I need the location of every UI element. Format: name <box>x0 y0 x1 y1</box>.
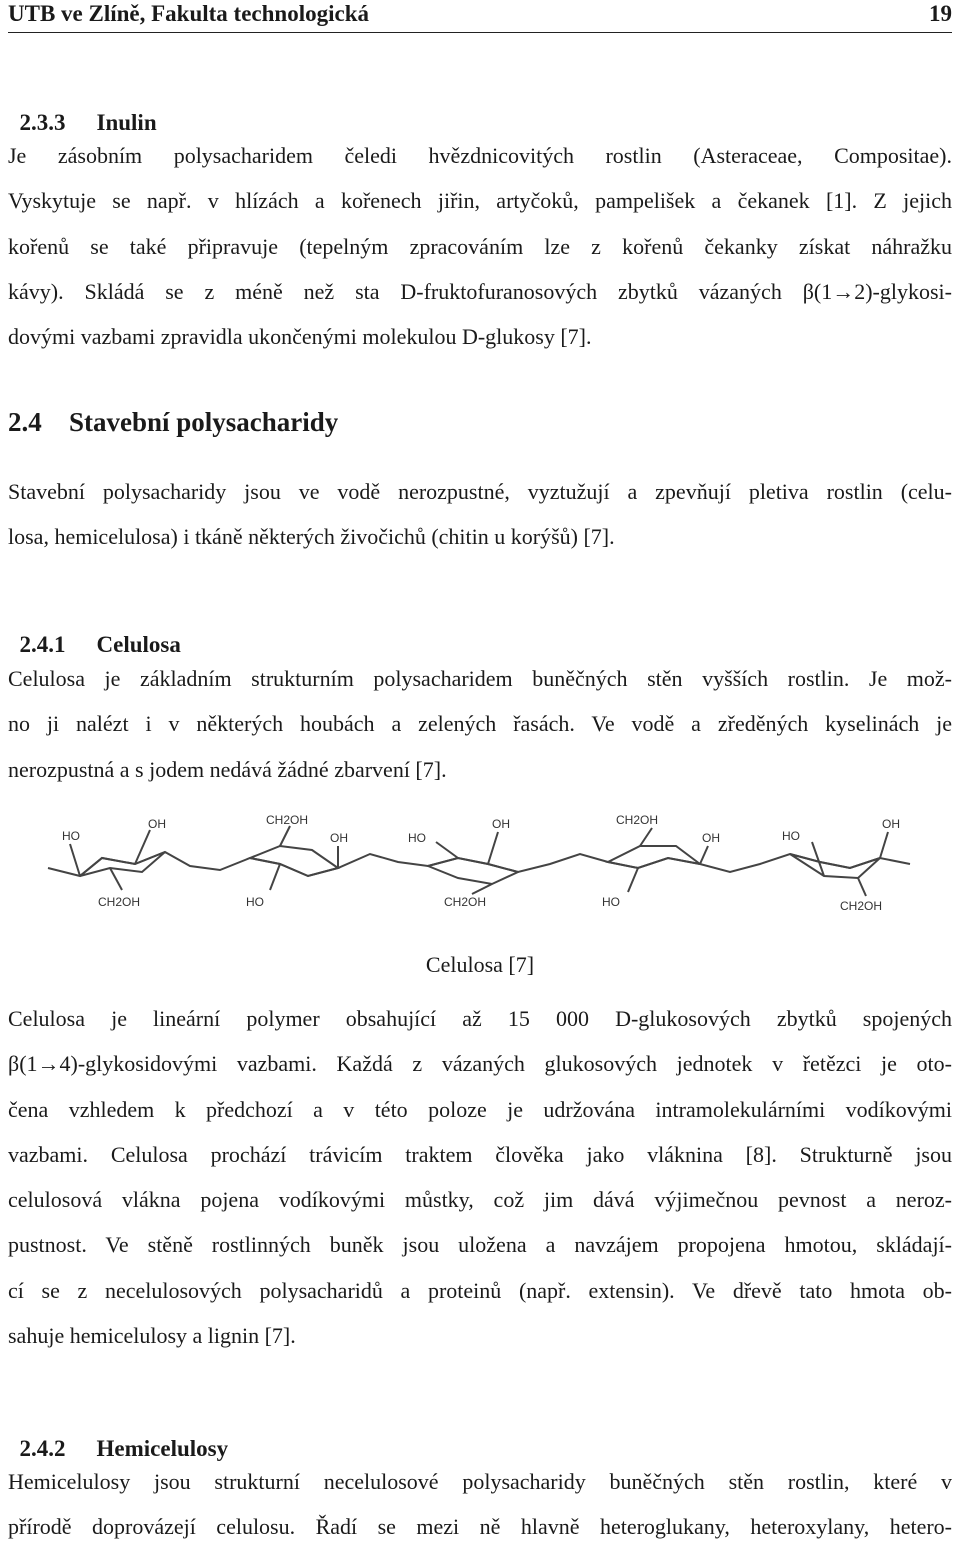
text-line: Je zásobním polysacharidem čeledi hvězdnicovitých rostlin (Asteraceae, Compositae). <box>8 143 952 168</box>
paragraph-celulosa-1 <box>8 656 952 792</box>
text-line: no ji nalézt i v některých houbách a zelených řasách. Ve vodě a zředěných kyselinách je <box>8 711 952 737</box>
text-line: pustnost. Ve stěně rostlinných buněk jsou uložena a navzájem propojena hmotou, skládají- <box>8 1232 952 1258</box>
ho-label: HO <box>602 895 620 909</box>
section-heading-inulin <box>8 84 157 136</box>
section-number: 2.4.2 <box>19 1436 66 1461</box>
section-number: 2.4.1 <box>19 632 66 657</box>
text-line: Celulosa je základním strukturním polysacharidem buněčných stěn vyšších rostlin. Je mož- <box>8 666 952 691</box>
figure-caption: Celulosa [7] <box>425 952 535 977</box>
cellulose-structure-figure <box>40 806 940 918</box>
ho-label: HO <box>782 829 800 843</box>
oh-label: OH <box>492 817 510 831</box>
ch2oh-label: CH2OH <box>266 813 309 827</box>
paragraph-celulosa-2 <box>8 996 952 1358</box>
ho-label: HO <box>246 895 264 909</box>
oh-label: OH <box>330 831 348 845</box>
section-number: 2.4 <box>8 407 42 437</box>
text-line: kořenů se také připravuje (tepelným zpracováním lze z kořenů čekanky získat náhražku <box>8 233 952 259</box>
text-line: Stavební polysacharidy jsou ve vodě nerozpustné, vyztužují a zpevňují pletiva rostlin (celu- <box>8 479 952 504</box>
text-line: losa, hemicelulosa) i tkáně některých živočichů (chitin u korýšů) [7]. <box>8 524 615 550</box>
section-heading-hemicelulosy <box>8 1410 228 1462</box>
section-title: Stavební polysacharidy <box>69 407 339 437</box>
section-number: 2.3.3 <box>19 110 66 135</box>
paragraph-hemicelulosy <box>8 1459 952 1550</box>
header-title: UTB ve Zlíně, Fakulta technologická <box>8 1 369 26</box>
text-line: β(1→4)-glykosidovými vazbami. Každá z vázaných glukosových jednotek v řetězci je oto- <box>8 1051 952 1077</box>
text-line: čena vzhledem k předchozí a v této poloze je udržována intramolekulárními vodíkovými <box>8 1096 952 1122</box>
section-title: Celulosa <box>96 632 181 657</box>
text-line: sahuje hemicelulosy a lignin [7]. <box>8 1323 296 1349</box>
section-heading-stavebni <box>8 407 338 438</box>
text-line: cí se z necelulosových polysacharidů a proteinů (např. extensin). Ve dřevě tato hmota ob- <box>8 1277 952 1303</box>
ho-label: HO <box>408 831 426 845</box>
ch2oh-label: CH2OH <box>444 895 487 909</box>
oh-label: OH <box>148 817 166 831</box>
oh-label: OH <box>702 831 720 845</box>
ch2oh-label: CH2OH <box>616 813 659 827</box>
text-line: Hemicelulosy jsou strukturní necelulosové polysacharidy buněčných stěn rostlin, které v <box>8 1469 952 1494</box>
ho-label: HO <box>62 829 80 843</box>
text-line: přírodě doprovázejí celulosu. Řadí se mezi ně hlavně heteroglukany, heteroxylany, hetero- <box>8 1514 952 1540</box>
section-heading-celulosa <box>8 606 181 658</box>
paragraph-inulin <box>8 133 952 359</box>
cellulose-chain-diagram <box>40 806 940 918</box>
text-line: Vyskytuje se např. v hlízách a kořenech jiřin, artyčoků, pampelišek a čekanek [1]. Z jejich <box>8 188 952 214</box>
section-title: Inulin <box>96 110 157 135</box>
paragraph-stavebni <box>8 469 952 560</box>
ch2oh-label: CH2OH <box>98 895 141 909</box>
page-header <box>8 0 952 33</box>
text-line: celulosová vlákna pojena vodíkovými můstky, což jim dává výjimečnou pevnost a neroz- <box>8 1187 952 1213</box>
oh-label: OH <box>882 817 900 831</box>
section-title: Hemicelulosy <box>96 1436 229 1461</box>
text-line: Celulosa je lineární polymer obsahující až 15 000 D-glukosových zbytků spojených <box>8 1006 952 1031</box>
page-number: 19 <box>929 1 952 26</box>
text-line: kávy). Skládá se z méně než sta D-fruktofuranosových zbytků vázaných β(1→2)-glykosi- <box>8 278 952 304</box>
text-line: nerozpustná a s jodem nedává žádné zbarvení [7]. <box>8 756 447 782</box>
text-line: vazbami. Celulosa prochází trávicím traktem člověka jako vláknina [8]. Strukturně jsou <box>8 1141 952 1167</box>
ch2oh-label: CH2OH <box>840 899 883 913</box>
text-line: dovými vazbami zpravidla ukončenými molekulou D-glukosy [7]. <box>8 324 592 350</box>
